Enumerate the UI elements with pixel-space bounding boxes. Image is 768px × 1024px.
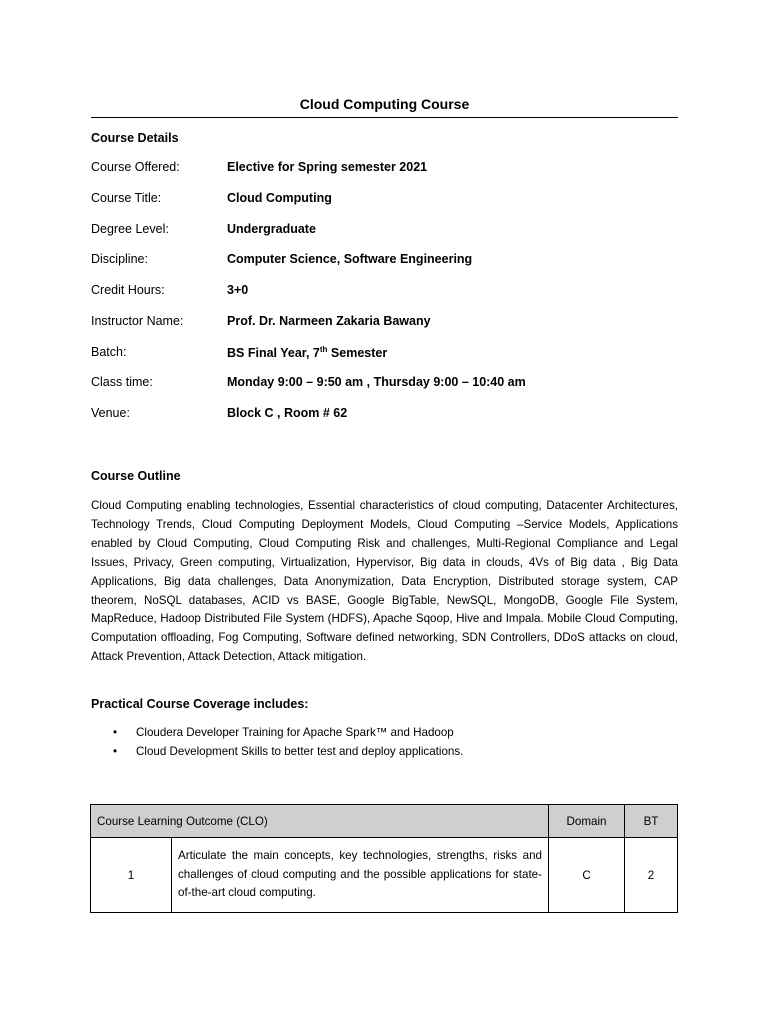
batch-ordinal-suffix: th bbox=[319, 345, 328, 354]
clo-table bbox=[90, 804, 678, 913]
list-item bbox=[113, 726, 673, 745]
clo-description: Articulate the main concepts, key technologies, strengths, risks and challenges of cloud computing and the possible applications for state-of-the-art cloud computing. bbox=[172, 838, 549, 913]
detail-value bbox=[227, 345, 387, 360]
list-item-text: Cloud Development Skills to better test and deploy applications. bbox=[136, 745, 464, 758]
detail-value: Undergraduate bbox=[227, 222, 316, 236]
detail-row-course-title bbox=[91, 191, 691, 209]
table-header-row bbox=[91, 805, 678, 838]
list-item bbox=[113, 745, 673, 764]
detail-label: Instructor Name: bbox=[91, 314, 184, 328]
batch-year: BS Final Year, 7 bbox=[227, 346, 320, 361]
detail-value: Elective for Spring semester 2021 bbox=[227, 160, 428, 174]
practical-coverage-list bbox=[113, 726, 673, 764]
detail-value: 3+0 bbox=[227, 283, 249, 297]
bullet-icon: • bbox=[113, 745, 118, 758]
detail-row-batch bbox=[91, 345, 691, 363]
detail-label: Course Offered: bbox=[91, 160, 180, 174]
course-outline-text: Cloud Computing enabling technologies, Essential characteristics of cloud computing, Datacenter Architectures, Technology Trends, Cloud Computing Deployment Models, Cloud Computing –Service Models, Applications enabled by Cloud Computing, Cloud Computing Risk and challenges, Multi-Regional Compliance and Legal Issues, Privacy, Green computing, Virtualization, Hypervisor, Big data in clouds, 4Vs of Big data , Big Data Applications, Big data challenges, Data Anonymization, Data Encryption, Distributed storage system, CAP theorem, NoSQL databases, ACID vs BASE, Google BigTable, NewSQL, MongoDB, Google File System, MapReduce, Hadoop Distributed File System (HDFS), Apache Sqoop, Hive and Impala. Mobile Cloud Computing, Computation offloading, Fog Computing, Software defined networking, SDN Controllers, DDoS attacks on cloud, Attack Prevention, Attack Detection, Attack mitigation. bbox=[91, 499, 678, 664]
detail-row-degree-level bbox=[91, 222, 691, 240]
detail-label: Course Title: bbox=[91, 191, 162, 205]
detail-row-instructor bbox=[91, 314, 691, 332]
detail-value: Cloud Computing bbox=[227, 191, 332, 205]
detail-label: Discipline: bbox=[91, 252, 148, 266]
detail-row-class-time bbox=[91, 375, 691, 393]
header-bt: BT bbox=[625, 805, 678, 838]
detail-label: Venue: bbox=[91, 406, 130, 420]
detail-value: Block C , Room # 62 bbox=[227, 406, 348, 420]
list-item-text: Cloudera Developer Training for Apache Spark™ and Hadoop bbox=[136, 726, 454, 739]
detail-value: Computer Science, Software Engineering bbox=[227, 252, 473, 266]
detail-value: Prof. Dr. Narmeen Zakaria Bawany bbox=[227, 314, 431, 328]
detail-label: Class time: bbox=[91, 375, 153, 389]
practical-coverage-heading: Practical Course Coverage includes: bbox=[91, 697, 309, 711]
batch-semester: Semester bbox=[327, 346, 388, 361]
detail-label: Degree Level: bbox=[91, 222, 169, 236]
table-row bbox=[91, 838, 678, 913]
detail-label: Credit Hours: bbox=[91, 283, 165, 297]
clo-bt: 2 bbox=[625, 838, 678, 913]
detail-row-credit-hours bbox=[91, 283, 691, 301]
detail-row-discipline bbox=[91, 252, 691, 270]
detail-row-course-offered bbox=[91, 160, 691, 178]
clo-domain: C bbox=[549, 838, 625, 913]
course-details-heading: Course Details bbox=[91, 131, 179, 145]
detail-value: Monday 9:00 – 9:50 am , Thursday 9:00 – 10:40 am bbox=[227, 375, 526, 389]
clo-number: 1 bbox=[91, 838, 172, 913]
detail-label: Batch: bbox=[91, 345, 127, 359]
bullet-icon: • bbox=[113, 726, 118, 739]
header-domain: Domain bbox=[549, 805, 625, 838]
title-underline bbox=[91, 117, 678, 118]
course-outline-heading: Course Outline bbox=[91, 469, 181, 483]
header-clo: Course Learning Outcome (CLO) bbox=[91, 805, 549, 838]
detail-row-venue bbox=[91, 406, 691, 424]
document-title: Cloud Computing Course bbox=[299, 96, 470, 112]
